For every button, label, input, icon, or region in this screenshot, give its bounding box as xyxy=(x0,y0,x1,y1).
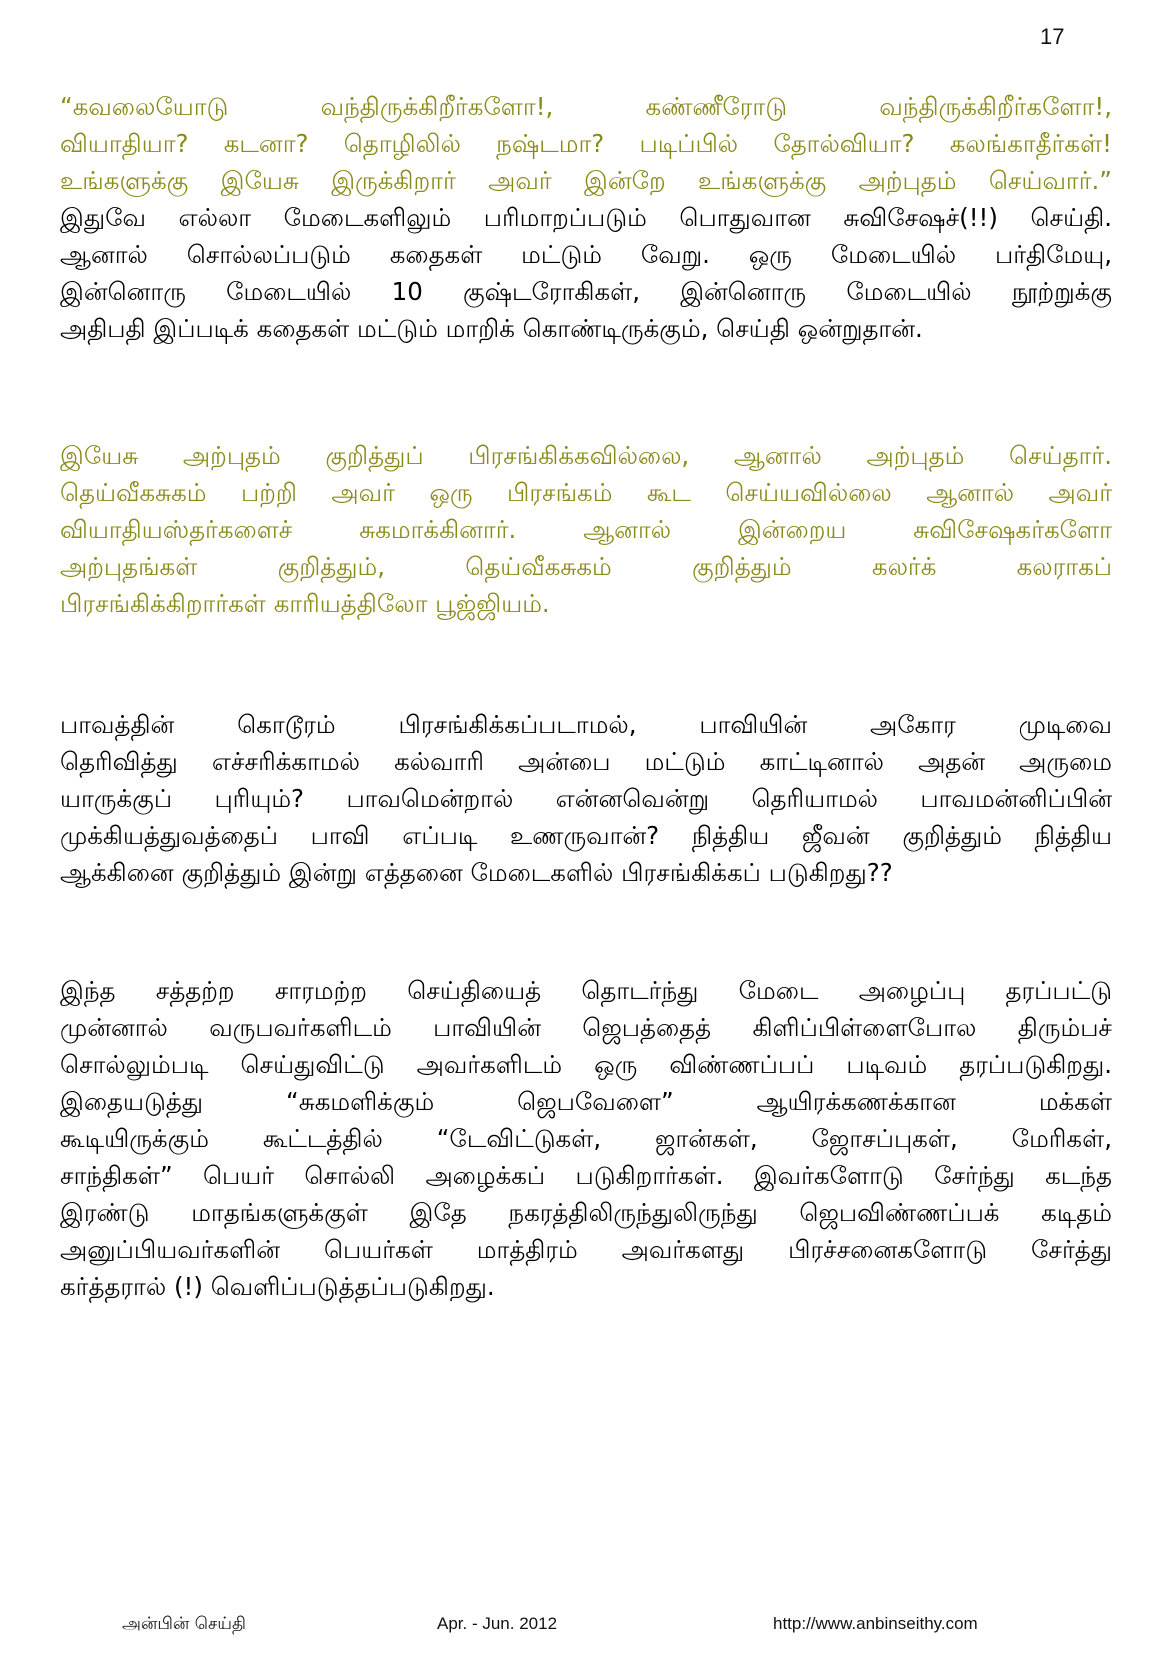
text-line: இந்த சத்தற்ற சாரமற்ற செய்தியைத் தொடர்ந்து மேடை அழைப்பு தரப்பட்டு xyxy=(60,976,1112,1005)
text-line: யாருக்குப் புரியும்? பாவமென்றால் என்னவென்று தெரியாமல் பாவமன்னிப்பின் xyxy=(60,784,1112,813)
text-line: பாவத்தின் கொடூரம் பிரசங்கிக்கப்படாமல், பாவியின் அகோர முடிவை xyxy=(60,710,1112,739)
text-line: பிரசங்கிக்கிறார்கள் காரியத்திலோ பூஜ்ஜியம். xyxy=(60,589,550,618)
footer-website-url: http://www.anbinseithy.com xyxy=(773,1614,978,1633)
text-line: முக்கியத்துவத்தைப் பாவி எப்படி உணருவான்? நித்திய ஜீவன் குறித்தும் நித்திய xyxy=(60,821,1112,850)
text-line: இதுவே எல்லா மேடைகளிலும் பரிமாறப்படும் பொதுவான சுவிசேஷச்(!!) செய்தி. xyxy=(60,203,1112,232)
page-number: 17 xyxy=(1040,24,1065,49)
text-line: உங்களுக்கு இயேசு இருக்கிறார் அவர் இன்றே உங்களுக்கு அற்புதம் செய்வார்.” xyxy=(60,166,1112,195)
text-line: ஆக்கினை குறித்தும் இன்று எத்தனை மேடைகளில் பிரசங்கிக்கப் படுகிறது?? xyxy=(60,858,893,887)
text-line: அதிபதி இப்படிக் கதைகள் மட்டும் மாறிக் கொண்டிருக்கும், செய்தி ஒன்றுதான். xyxy=(60,314,923,343)
footer-publication-name: அன்பின் செய்தி xyxy=(122,1614,246,1634)
text-line: ஆனால் சொல்லப்படும் கதைகள் மட்டும் வேறு. ஒரு மேடையில் பர்திமேயு, xyxy=(60,240,1112,269)
paragraph-miracles xyxy=(60,437,1112,622)
text-line: கூடியிருக்கும் கூட்டத்தில் “டேவிட்டுகள், ஜான்கள், ஜோசப்புகள், மேரிகள், xyxy=(60,1124,1112,1153)
text-line: முன்னால் வருபவர்களிடம் பாவியின் ஜெபத்தைத் கிளிப்பிள்ளைபோல திரும்பச் xyxy=(60,1013,1112,1042)
text-line: “கவலையோடு வந்திருக்கிறீர்களோ!, கண்ணீரோடு வந்திருக்கிறீர்களோ!, xyxy=(60,92,1112,121)
paragraph-altar-call xyxy=(60,972,1112,1305)
text-line: தெய்வீகசுகம் பற்றி அவர் ஒரு பிரசங்கம் கூட செய்யவில்லை ஆனால் அவர் xyxy=(60,478,1112,507)
text-line: சொல்லும்படி செய்துவிட்டு அவர்களிடம் ஒரு விண்ணப்பப் படிவம் தரப்படுகிறது. xyxy=(60,1050,1112,1079)
text-line: இன்னொரு மேடையில் 10 குஷ்டரோகிகள், இன்னொரு மேடையில் நூற்றுக்கு xyxy=(60,277,1112,306)
text-line: வியாதியா? கடனா? தொழிலில் நஷ்டமா? படிப்பில் தோல்வியா? கலங்காதீர்கள்! xyxy=(60,129,1112,158)
paragraph-sin xyxy=(60,706,1112,891)
text-line: கர்த்தரால் (!) வெளிப்படுத்தப்படுகிறது. xyxy=(60,1272,495,1301)
paragraph-quote-and-message xyxy=(60,88,1112,347)
footer-issue-date: Apr. - Jun. 2012 xyxy=(437,1614,558,1633)
text-line: வியாதியஸ்தர்களைச் சுகமாக்கினார். ஆனால் இன்றைய சுவிசேஷகர்களோ xyxy=(60,515,1112,544)
text-line: தெரிவித்து எச்சரிக்காமல் கல்வாரி அன்பை மட்டும் காட்டினால் அதன் அருமை xyxy=(60,747,1112,776)
text-line: அற்புதங்கள் குறித்தும், தெய்வீகசுகம் குறித்தும் கலர்க் கலராகப் xyxy=(60,552,1112,581)
text-line: அனுப்பியவர்களின் பெயர்கள் மாத்திரம் அவர்களது பிரச்சனைகளோடு சேர்த்து xyxy=(60,1235,1112,1264)
text-line: இதையடுத்து “சுகமளிக்கும் ஜெபவேளை” ஆயிரக்கணக்கான மக்கள் xyxy=(60,1087,1112,1116)
text-line: இரண்டு மாதங்களுக்குள் இதே நகரத்திலிருந்துலிருந்து ஜெபவிண்ணப்பக் கடிதம் xyxy=(60,1198,1112,1227)
text-line: இயேசு அற்புதம் குறித்துப் பிரசங்கிக்கவில்லை, ஆனால் அற்புதம் செய்தார். xyxy=(60,441,1112,470)
text-line: சாந்திகள்” பெயர் சொல்லி அழைக்கப் படுகிறார்கள். இவர்களோடு சேர்ந்து கடந்த xyxy=(60,1161,1112,1190)
